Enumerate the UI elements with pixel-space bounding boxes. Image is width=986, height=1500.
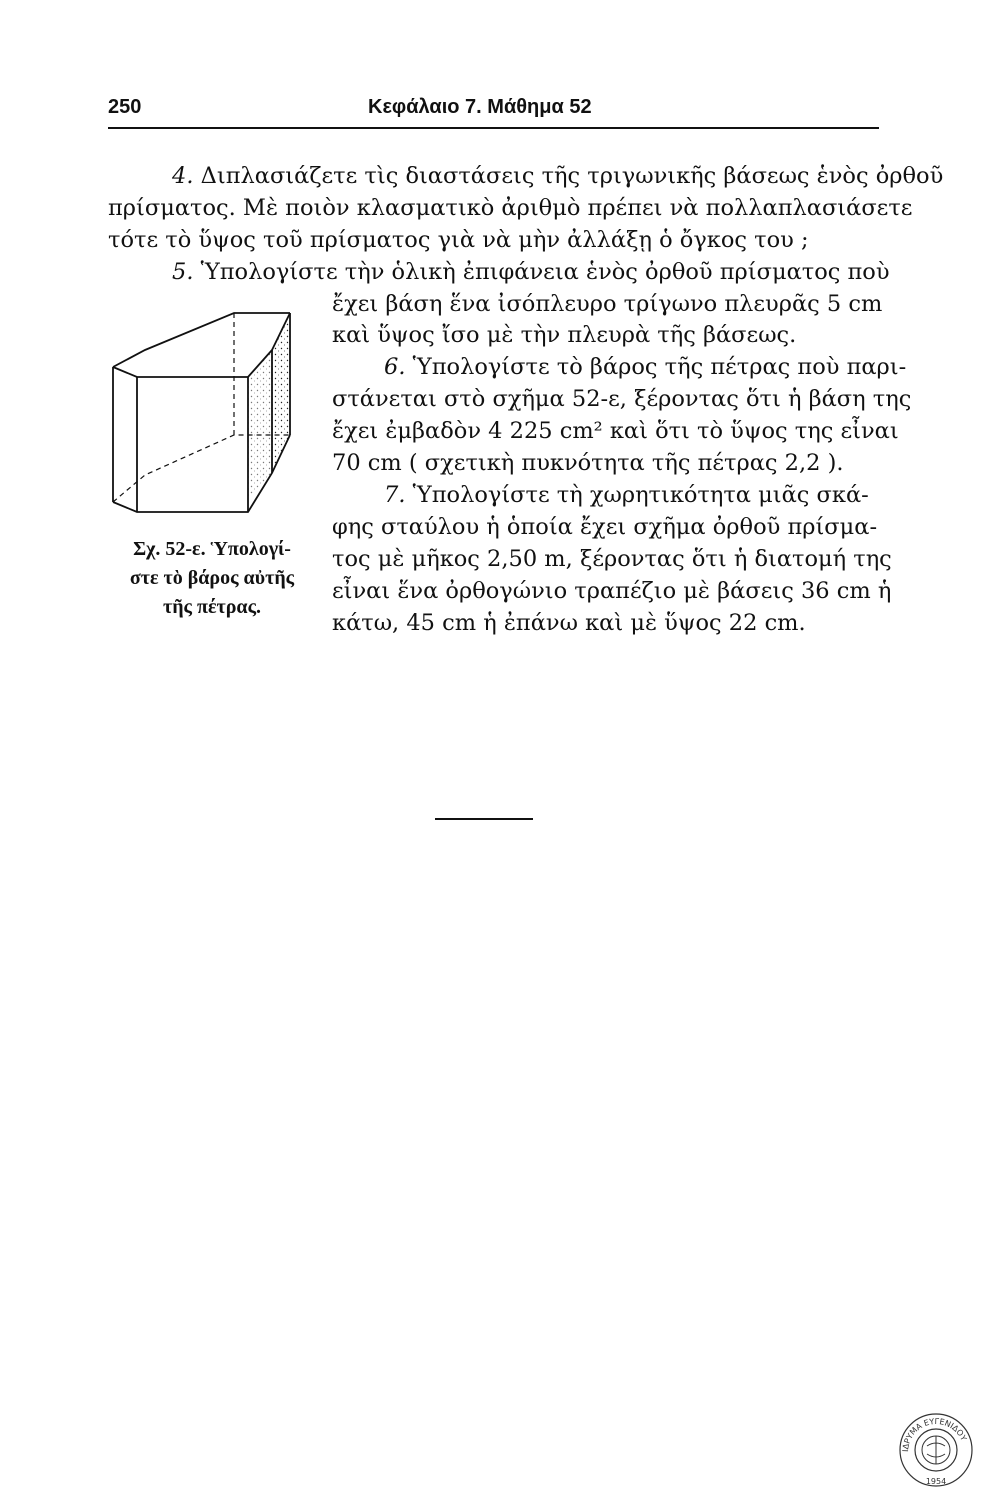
seal-year: 1954 (925, 1477, 947, 1486)
figure-caption (108, 535, 316, 622)
caption-line-3: τῆς πέτρας. (162, 596, 262, 618)
exercise-7-line-1 (384, 480, 869, 510)
exercise-4-line-1 (172, 161, 943, 191)
foundation-seal-logo (896, 1410, 976, 1490)
exercise-7-line-2: φης σταύλου ἡ ὁποία ἔχει σχῆμα ὀρθοῦ πρίσμα- (332, 514, 878, 540)
exercise-6-line-1 (384, 352, 906, 382)
caption-line-1: Σχ. 52-ε. Ὑπολογί- (133, 538, 291, 560)
caption-line-2: στε τὸ βάρος αὐτῆς (129, 567, 295, 589)
exercise-5-text-1: Ὑπολογίστε τὴν ὁλικὴ ἐπιφάνεια ἑνὸς ὀρθοῦ πρίσματος ποὺ (200, 259, 890, 285)
shaded-face (272, 313, 290, 473)
running-title: Κεφάλαιο 7. Μάθημα 52 (368, 96, 592, 118)
exercise-4-line-2: πρίσματος. Μὲ ποιὸν κλασματικὸ ἀριθμὸ πρέπει νὰ πολλαπλασιάσετε (108, 195, 913, 221)
exercise-4-line-3: τότε τὸ ὕψος τοῦ πρίσματος γιὰ νὰ μὴν ἀλλάξῃ ὁ ὄγκος του ; (108, 227, 809, 253)
exercise-6-line-3: ἔχει ἐμβαδὸν 4 225 cm² καὶ ὅτι τὸ ὕψος της εἶναι (332, 418, 899, 444)
exercise-6-number: 6. (384, 354, 406, 380)
seal-text: ΙΔΡΥΜΑ ΕΥΓΕΝΙΔΟΥ (900, 1416, 969, 1453)
exercise-7-line-5: κάτω, 45 cm ἡ ἐπάνω καὶ μὲ ὕψος 22 cm. (332, 610, 806, 636)
exercise-5-number: 5. (172, 259, 194, 285)
exercise-4-number: 4. (172, 163, 194, 189)
header-rule (108, 127, 879, 129)
exercise-5-line-3: καὶ ὕψος ἴσο μὲ τὴν πλευρὰ τῆς βάσεως. (332, 322, 797, 348)
exercise-5-line-1 (172, 257, 890, 287)
exercise-7-line-4: εἶναι ἕνα ὀρθογώνιο τραπέζιο μὲ βάσεις 36 cm ἡ (332, 578, 892, 604)
exercise-7-number: 7. (384, 482, 406, 508)
section-end-rule (435, 818, 533, 820)
exercise-7-text-1: Ὑπολογίστε τὴ χωρητικότητα μιᾶς σκά- (412, 482, 869, 508)
exercise-6-text-1: Ὑπολογίστε τὸ βάρος τῆς πέτρας ποὺ παρι- (412, 354, 907, 380)
exercise-5-line-2: ἔχει βάση ἕνα ἰσόπλευρο τρίγωνο πλευρᾶς 5 cm (332, 291, 883, 317)
exercise-6-line-4: 70 cm ( σχετικὴ πυκνότητα τῆς πέτρας 2,2 ). (332, 450, 844, 476)
page-header (108, 96, 879, 126)
stone-prism-figure (100, 305, 305, 525)
exercise-4-text-1: Διπλασιάζετε τὶς διαστάσεις τῆς τριγωνικῆς βάσεως ἑνὸς ὀρθοῦ (200, 163, 944, 189)
page-number: 250 (108, 96, 142, 118)
exercise-7-line-3: τος μὲ μῆκος 2,50 m, ξέροντας ὅτι ἡ διατομή της (332, 546, 892, 572)
exercise-6-line-2: στάνεται στὸ σχῆμα 52-ε, ξέροντας ὅτι ἡ βάση της (332, 386, 912, 412)
